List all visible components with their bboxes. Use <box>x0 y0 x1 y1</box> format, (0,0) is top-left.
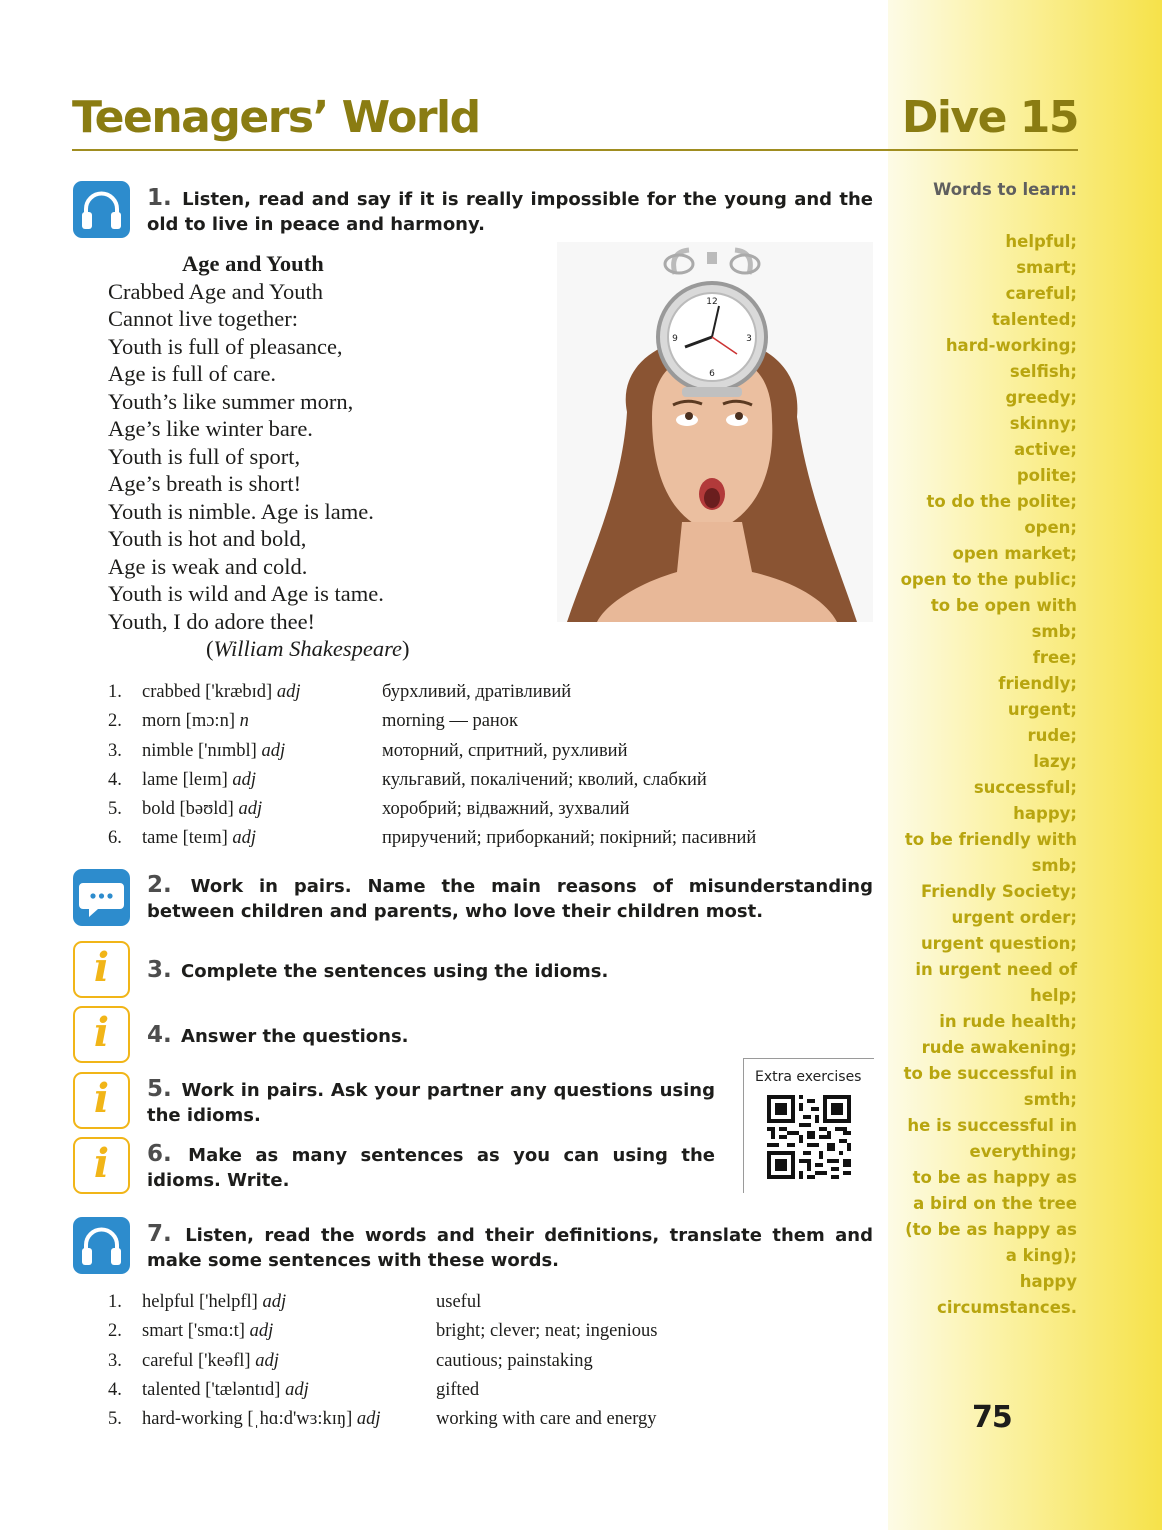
word-item: successful; <box>973 778 1077 797</box>
task-4 <box>147 1023 873 1049</box>
word-item: urgent order; <box>951 908 1077 927</box>
word-item: in urgent need of <box>915 960 1077 979</box>
word-item: rude; <box>1027 726 1077 745</box>
poem-line: Age’s like winter bare. <box>108 416 313 441</box>
task-number: 1. <box>147 185 172 211</box>
task-2 <box>147 873 873 924</box>
poem-line: Crabbed Age and Youth <box>108 278 323 304</box>
word-item: a bird on the tree <box>913 1194 1077 1213</box>
info-icon: i <box>73 1072 130 1129</box>
poem-title: Age and Youth <box>182 251 324 276</box>
word-item: to be open with <box>930 596 1077 615</box>
word-item: happy; <box>1013 804 1077 823</box>
task-number: 6. <box>147 1141 172 1167</box>
glossary-row: 3. nimble ['nɪmbl] adj моторний, спритний, рухливий <box>108 740 628 761</box>
poem-line: Youth is wild and Age is tame. <box>108 581 384 606</box>
definition-row: 1. helpful ['helpfl] adj useful <box>108 1292 482 1312</box>
info-icon: i <box>73 1137 130 1194</box>
title-rule <box>72 149 1078 151</box>
word-item: in rude health; <box>939 1012 1077 1031</box>
poem-line: Age’s breath is short! <box>108 471 302 496</box>
page-number: 75 <box>972 1400 1012 1435</box>
poem-line: Age is full of care. <box>108 361 277 386</box>
svg-text:12: 12 <box>706 297 718 307</box>
svg-text:6: 6 <box>709 369 715 379</box>
task-number: 7. <box>147 1221 172 1247</box>
poem-line: Youth’s like summer morn, <box>108 388 354 414</box>
task-text: Make as many sentences as you can using the idioms. Write. <box>147 1145 715 1191</box>
word-item: friendly; <box>998 674 1077 693</box>
word-item: free; <box>1032 648 1077 667</box>
word-item: skinny; <box>1009 414 1077 433</box>
word-item: he is successful in <box>907 1116 1077 1135</box>
poem-line: Youth is full of sport, <box>108 443 301 469</box>
page-title: Teenagers’ World <box>72 92 480 143</box>
poem-line: Youth, I do adore thee! <box>108 608 316 634</box>
word-item: smart; <box>1016 258 1077 277</box>
definition-row: 2. smart ['smɑ:t] adj bright; clever; neat; ingenious <box>108 1321 658 1342</box>
poem-line: Youth is nimble. Age is lame. <box>108 498 374 524</box>
word-item: careful; <box>1005 284 1077 303</box>
poem-line: Cannot live together: <box>108 306 298 331</box>
word-item: happy <box>1019 1272 1077 1291</box>
poem-author: (William Shakespeare) <box>206 636 410 661</box>
poem-line: Youth is full of pleasance, <box>108 333 343 359</box>
glossary-row: 1. crabbed ['kræbɪd] adj бурхливий, дратівливий <box>108 682 572 702</box>
headphones-icon <box>73 181 130 238</box>
poem-line: Age is weak and cold. <box>108 553 308 579</box>
word-item: hard-working; <box>945 336 1077 355</box>
word-item: Friendly Society; <box>920 882 1077 901</box>
word-item: helpful; <box>1005 232 1077 251</box>
task-number: 2. <box>147 872 172 898</box>
task-5 <box>147 1077 715 1128</box>
word-item: open; <box>1024 518 1077 537</box>
task-number: 3. <box>147 957 172 983</box>
extra-exercises-label: Extra exercises <box>755 1069 862 1085</box>
word-item: a king); <box>1005 1246 1077 1265</box>
extra-exercises-box <box>743 1058 874 1193</box>
qr-code-icon[interactable] <box>767 1095 851 1179</box>
word-item: to be successful in <box>903 1064 1077 1083</box>
word-item: talented; <box>991 310 1077 329</box>
word-item: smth; <box>1023 1090 1077 1109</box>
glossary-row: 2. morn [mɔ:n] n morning — ранок <box>108 711 519 732</box>
task-number: 4. <box>147 1022 172 1048</box>
word-item: (to be as happy as <box>905 1220 1077 1239</box>
info-icon: i <box>73 1006 130 1063</box>
words-to-learn-heading: Words to learn: <box>933 180 1077 199</box>
svg-text:3: 3 <box>746 334 752 344</box>
task-text: Complete the sentences using the idioms. <box>181 961 609 982</box>
task-text: Work in pairs. Name the main reasons of misunderstanding between children and parents, who love their children most. <box>147 876 873 922</box>
word-item: open market; <box>952 544 1077 563</box>
word-item: smb; <box>1031 622 1077 641</box>
word-item: active; <box>1013 440 1077 459</box>
task-1 <box>147 186 873 237</box>
word-item: help; <box>1029 986 1077 1005</box>
definition-row: 4. talented ['tæləntɪd] adj gifted <box>108 1379 480 1400</box>
word-item: to do the polite; <box>926 492 1077 511</box>
definitions-list <box>108 1288 658 1434</box>
task-text: Work in pairs. Ask your partner any questions using the idioms. <box>147 1080 715 1126</box>
word-item: everything; <box>969 1142 1077 1161</box>
words-to-learn-list <box>901 229 1077 1321</box>
definition-row: 5. hard-working [ˌhɑ:d'wɜ:kɪŋ] adj working with care and energy <box>108 1409 657 1430</box>
word-item: to be friendly with <box>904 830 1077 849</box>
glossary-row: 5. bold [bəʊld] adj хоробрий; відважний, зухвалий <box>108 799 630 820</box>
poem-line: Youth is hot and bold, <box>108 526 307 551</box>
glossary-row: 6. tame [teɪm] adj приручений; приборканий; покірний; пасивний <box>108 828 757 849</box>
word-item: polite; <box>1016 466 1077 485</box>
girl-with-clock-image <box>557 242 873 622</box>
task-3 <box>147 958 873 984</box>
unit-title: Dive 15 <box>901 92 1078 143</box>
task-text: Listen, read the words and their definitions, translate them and make some sentences with these words. <box>147 1225 873 1271</box>
word-item: lazy; <box>1033 752 1077 771</box>
speech-bubble-icon <box>73 869 130 926</box>
word-item: urgent question; <box>920 934 1077 953</box>
info-icon: i <box>73 941 130 998</box>
word-item: smb; <box>1031 856 1077 875</box>
word-item: selfish; <box>1009 362 1077 381</box>
poem <box>108 250 410 663</box>
word-item: urgent; <box>1007 700 1077 719</box>
task-number: 5. <box>147 1076 172 1102</box>
word-item: open to the public; <box>900 570 1077 589</box>
headphones-icon <box>73 1217 130 1274</box>
svg-text:9: 9 <box>672 334 678 344</box>
word-item: rude awakening; <box>921 1038 1077 1057</box>
word-item: greedy; <box>1005 388 1077 407</box>
word-item: circumstances. <box>937 1298 1077 1317</box>
task-7 <box>147 1222 873 1273</box>
definition-row: 3. careful ['keəfl] adj cautious; painstaking <box>108 1350 593 1371</box>
task-6 <box>147 1142 715 1193</box>
glossary-list <box>108 678 757 854</box>
task-text: Listen, read and say if it is really impossible for the young and the old to live in peace and harmony. <box>147 189 873 235</box>
task-text: Answer the questions. <box>181 1026 409 1047</box>
word-item: to be as happy as <box>912 1168 1077 1187</box>
glossary-row: 4. lame [leɪm] adj кульгавий, покалічений; кволий, слабкий <box>108 769 707 790</box>
